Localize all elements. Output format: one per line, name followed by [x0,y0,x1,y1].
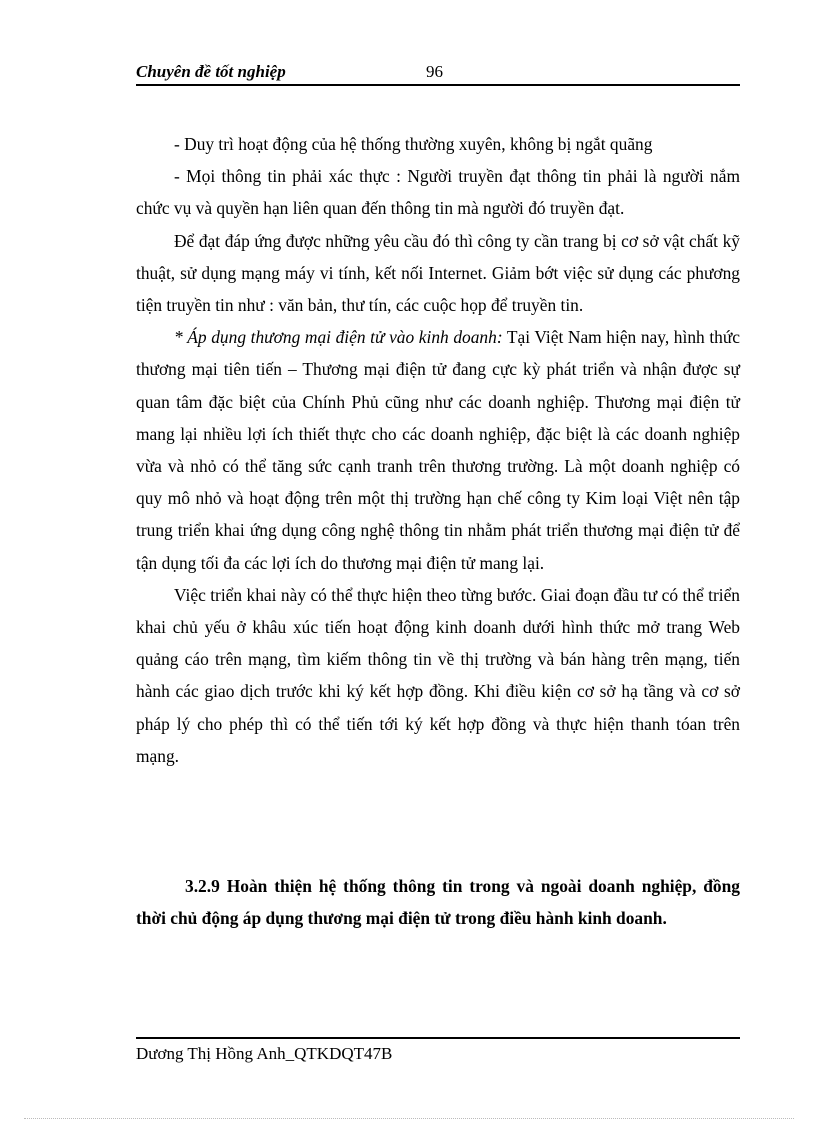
page-number: 96 [426,62,443,81]
paragraph: Việc triển khai này có thể thực hiện theo từng bước. Giai đoạn đầu tư có thể triển khai chủ yếu ở khâu xúc tiến hoạt động kinh doanh dưới hình thức mở trang Web quảng cáo trên mạng, tìm kiếm thông tin về thị trường và bán hàng trên mạng, tiến hành các giao dịch trước khi ký kết hợp đồng. Khi điều kiện cơ sở hạ tầng và cơ sở pháp lý cho phép thì có thể tiến tới ký kết hợp đồng và thực hiện thanh tóan trên mạng. [136,584,740,766]
paragraph: - Mọi thông tin phải xác thực : Người truyền đạt thông tin phải là người nắm chức vụ và quyền hạn liên quan đến thông tin mà người đó truyền đạt. [136,166,740,219]
footer-author: Dương Thị Hồng Anh_QTKDQT47B [136,1044,393,1063]
paragraph-ecommerce [136,321,740,579]
page-header [136,60,740,86]
document-title: Chuyên đề tốt nghiệp [136,62,286,81]
paragraph: - Duy trì hoạt động của hệ thống thường xuyên, không bị ngắt quãng [174,134,653,154]
footer-divider [136,1037,740,1039]
paragraph-lead: * Áp dụng thương mại điện tử vào kinh doanh: [174,327,503,348]
paragraph-text: Tại Việt Nam hiện nay, hình thức thương mại tiên tiến – Thương mại điện tử đang cực kỳ phát triển và nhận được sự quan tâm đặc biệt của Chính Phủ cũng như các doanh nghiệp. Thương mại điện tử mang lại nhiều lợi ích thiết thực cho các doanh nghiệp, đặc biệt là các doanh nghiệp vừa và nhỏ có thể tăng sức cạnh tranh trên thương trường. Là một doanh nghiệp có quy mô nhỏ và hoạt động trên một thị trường hạn chế công ty Kim loại Việt nên tập trung triển khai ứng dụng công nghệ thông tin nhằm phát triển thương mại điện tử để tận dụng tối đa các lợi ích do thương mại điện tử mang lại. [136,327,740,573]
section-heading: 3.2.9 Hoàn thiện hệ thống thông tin trong và ngoài doanh nghiệp, đồng thời chủ động áp dụng thương mại điện tử trong điều hành kinh doanh. [136,876,740,928]
page-bottom-border [24,1118,794,1119]
body-text [136,128,740,772]
paragraph: Để đạt đáp ứng được những yêu cầu đó thì công ty cần trang bị cơ sở vật chất kỹ thuật, sử dụng mạng máy vi tính, kết nối Internet. Giảm bớt việc sử dụng các phương tiện truyền tin như : văn bản, thư tín, các cuộc họp để truyền tin. [136,230,740,316]
